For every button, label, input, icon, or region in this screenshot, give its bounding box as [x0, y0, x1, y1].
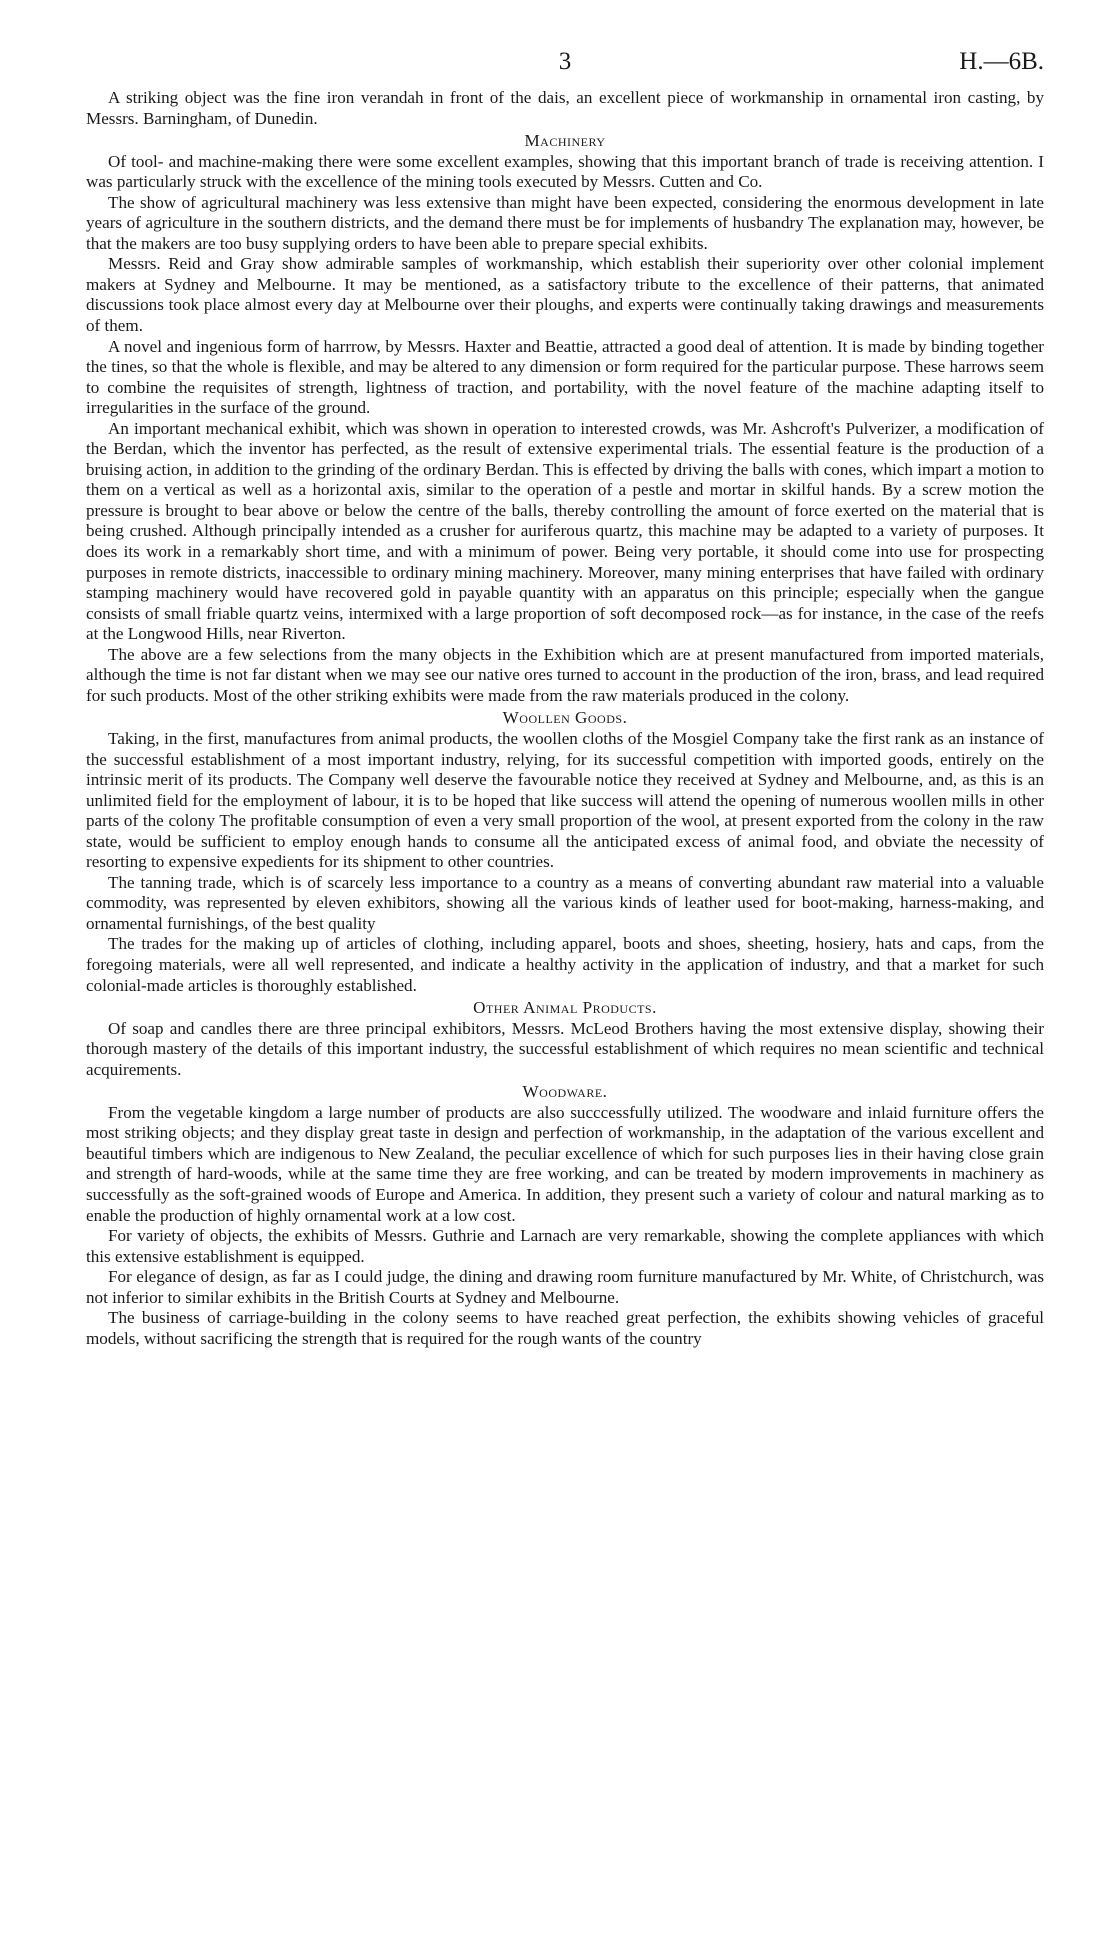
- paragraph: Messrs. Reid and Gray show admirable samples of workmanship, which establish their superiority over other colonial implement makers at Sydney and Melbourne. It may be mentioned, as a satisfactory tribute to the excellence of their patterns, that animated discussions took place almost every day at Melbourne over their ploughs, and experts were continually taking drawings and measurements of them.: [86, 254, 1044, 336]
- page-header: [86, 48, 1044, 88]
- paragraph: For variety of objects, the exhibits of Messrs. Guthrie and Larnach are very remarkable, showing the complete appliances with which this extensive establishment is equipped.: [86, 1226, 1044, 1266]
- section-heading-other-animal-products: Other Animal Products.: [473, 998, 657, 1018]
- paragraph: Of tool- and machine-making there were some excellent examples, showing that this important branch of trade is receiving attention. I was particularly struck with the excellence of the mining tools executed by Messrs. Cutten and Co.: [86, 151, 1044, 192]
- document-reference: H.—6B.: [959, 48, 1044, 75]
- paragraph: The above are a few selections from the many objects in the Exhibition which are at present manufactured from imported materials, although the time is not far distant when we may see our native ores turned to account in the production of the iron, brass, and lead required for such products. Most of the other striking exhibits were made from the raw materials produced in the colony.: [86, 644, 1044, 705]
- section-heading-woollen-goods: Woollen Goods.: [502, 708, 628, 728]
- paragraph: From the vegetable kingdom a large number of products are also succcessfully utilized. The woodware and inlaid furniture offers the most striking objects; and they display great taste in design and perfection of workmanship, in the adaptation of the various excellent and beautiful timbers which are indigenous to New Zealand, the peculiar excellence of which for such purposes lies in their having close grain and strength of hard-woods, while at the same time they are free working, and can be treated by modern improvements in machinery as successfully as the soft-grained woods of Europe and America. In addition, they present such a variety of colour and natural marking as to enable the production of highly ornamental work at a low cost.: [86, 1102, 1044, 1225]
- paragraph: Of soap and candles there are three principal exhibitors, Messrs. McLeod Brothers having the most extensive display, showing their thorough mastery of the details of this important industry, the successful establishment of which requires no mean scientific and technical acquirements.: [86, 1018, 1044, 1079]
- paragraph: For elegance of design, as far as I could judge, the dining and drawing room furniture manufactured by Mr. White, of Christchurch, was not inferior to similar exhibits in the British Courts at Sydney and Melbourne.: [86, 1267, 1044, 1307]
- paragraph: A novel and ingenious form of harrrow, by Messrs. Haxter and Beattie, attracted a good deal of attention. It is made by binding together the tines, so that the whole is flexible, and may be altered to any dimension or form required for the particular purpose. These harrows seem to combine the requisites of strength, lightness of traction, and portability, with the novel feature of the machine adapting itself to irregularities in the surface of the ground.: [86, 336, 1044, 418]
- paragraph: An important mechanical exhibit, which was shown in operation to interested crowds, was Mr. Ashcroft's Pulverizer, a modification of the Berdan, which the inventor has perfected, as the result of extensive experimental trials. The essential feature is the production of a bruising action, in addition to the grinding of the ordinary Berdan. This is effected by driving the balls with cones, which impart a motion to them on a vertical as well as a horizontal axis, similar to the operation of a pestle and mortar in skilful hands. By a screw motion the pressure is brought to bear above or below the centre of the balls, thereby controlling the amount of force exerted on the material that is being crushed. Although principally intended as a crusher for auriferous quartz, this machine may be adapted to a variety of purposes. It does its work in a remarkably short time, and with a minimum of power. Being very portable, it should come into use for prospecting purposes in remote districts, inaccessible to ordinary mining machinery. Moreover, many mining enterprises that have failed with ordinary stamping machinery would have recovered gold in payable quantity with an apparatus on this principle; especially when the gangue consists of small friable quartz veins, intermixed with a large proportion of soft decomposed rock—as for instance, in the case of the reefs at the Longwood Hills, near Riverton.: [86, 418, 1044, 644]
- section-heading-machinery: Machinery: [524, 131, 606, 151]
- paragraph: The business of carriage-building in the colony seems to have reached great perfection, the exhibits showing vehicles of graceful models, without sacrificing the strength that is required for the rough wants of the country: [86, 1308, 1044, 1348]
- section-heading-woodware: Woodware.: [522, 1082, 608, 1102]
- paragraph: The show of agricultural machinery was less extensive than might have been expected, considering the enormous development in late years of agriculture in the southern districts, and the demand there must be for implements of husbandry The explanation may, however, be that the makers are too busy supplying orders to have been able to prepare special exhibits.: [86, 192, 1044, 253]
- page-number: 3: [558, 48, 572, 75]
- paragraph-verandah: A striking object was the fine iron verandah in front of the dais, an excellent piece of workmanship in ornamental iron casting, by Messrs. Barningham, of Dunedin.: [86, 88, 1044, 128]
- paragraph: The tanning trade, which is of scarcely less importance to a country as a means of converting abundant raw material into a valuable commodity, was represented by eleven exhibitors, showing all the various kinds of leather used for boot-making, harness-making, and ornamental furnishings, of the best quality: [86, 872, 1044, 933]
- paragraph: The trades for the making up of articles of clothing, including apparel, boots and shoes, sheeting, hosiery, hats and caps, from the foregoing materials, were all well represented, and indicate a healthy activity in the application of industry, and that a market for such colonial-made articles is thoroughly established.: [86, 934, 1044, 995]
- document-body: [86, 88, 1044, 1349]
- paragraph: Taking, in the first, manufactures from animal products, the woollen cloths of the Mosgiel Company take the first rank as an instance of the successful establishment of a most important industry, relying, for its successful competition with imported goods, entirely on the intrinsic merit of its products. The Company well deserve the favourable notice they received at Sydney and Melbourne, and, as this is an unlimited field for the employment of labour, it is to be hoped that like success will attend the opening of numerous woollen mills in other parts of the colony The profitable consumption of even a very small proportion of the wool, at present exported from the colony in the raw state, would be sufficient to employ enough hands to consume all the anticipated excess of animal food, and obviate the necessity of resorting to expensive expedients for its shipment to other countries.: [86, 728, 1044, 872]
